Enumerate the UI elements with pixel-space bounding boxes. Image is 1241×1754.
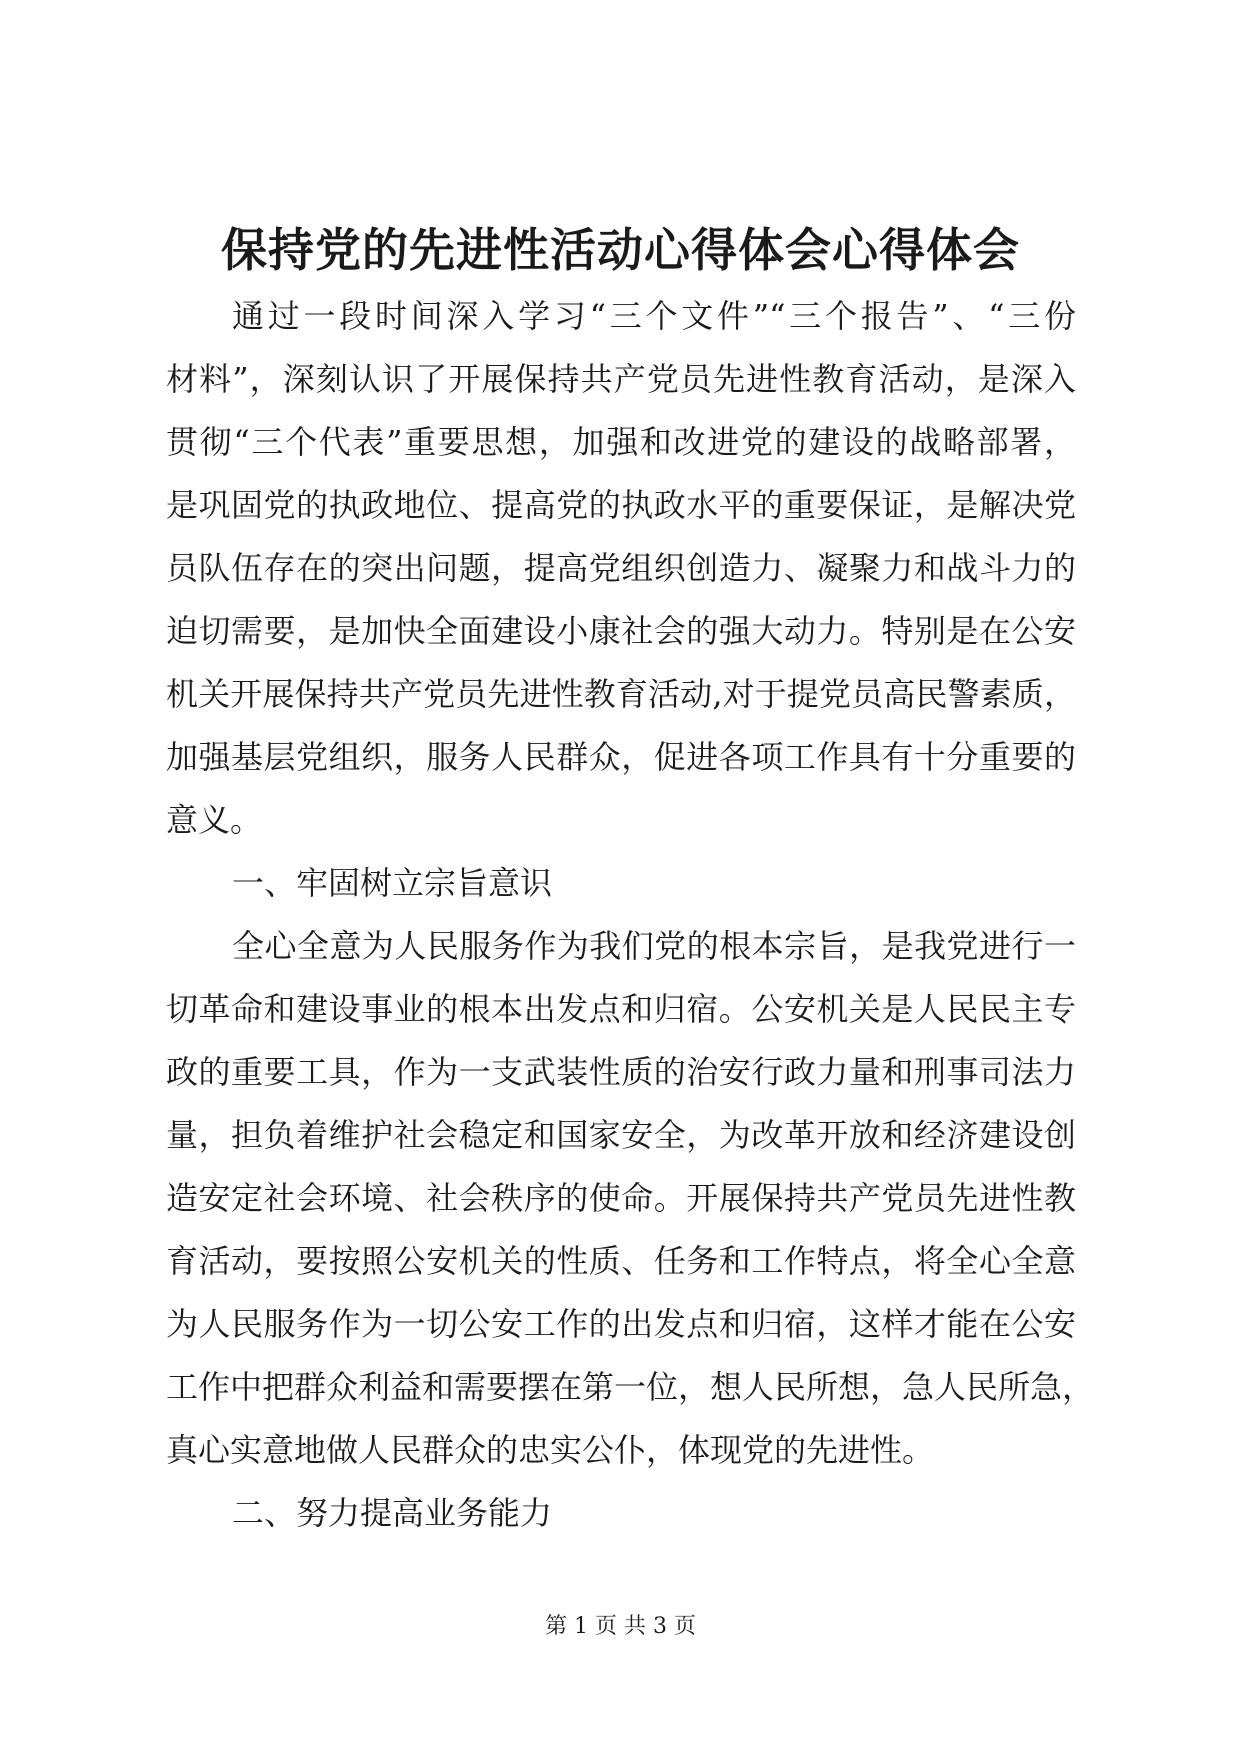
body-line: 意义。	[166, 801, 263, 839]
document-body	[166, 285, 1095, 1545]
body-line: 机关开展保持共产党员先进性教育活动,对于提党员高民警素质，	[166, 675, 1076, 713]
body-line: 贯彻“三个代表”重要思想，加强和改进党的建设的战略部署，	[166, 423, 1076, 461]
body-line: 为人民服务作为一切公安工作的出发点和归宿，这样才能在公安	[166, 1305, 1076, 1343]
body-line: 全心全意为人民服务作为我们党的根本宗旨，是我党进行一	[232, 927, 1076, 965]
body-line: 造安定社会环境、社会秩序的使命。开展保持共产党员先进性教	[166, 1179, 1076, 1217]
section-heading: 二、努力提高业务能力	[232, 1494, 553, 1532]
body-line: 育活动，要按照公安机关的性质、任务和工作特点，将全心全意	[166, 1242, 1076, 1280]
document-title: 保持党的先进性活动心得体会心得体会	[221, 223, 1020, 277]
body-line: 是巩固党的执政地位、提高党的执政水平的重要保证，是解决党	[166, 486, 1076, 524]
page-number-footer: 第 1 页 共 3 页	[545, 1614, 696, 1639]
body-line: 通过一段时间深入学习“三个文件”“三个报告”、“三份	[232, 297, 1076, 335]
body-line: 材料”，深刻认识了开展保持共产党员先进性教育活动，是深入	[166, 360, 1076, 398]
body-line: 政的重要工具，作为一支武装性质的治安行政力量和刑事司法力	[166, 1053, 1076, 1091]
body-line: 加强基层党组织，服务人民群众，促进各项工作具有十分重要的	[166, 738, 1076, 776]
body-line: 真心实意地做人民群众的忠实公仆，体现党的先进性。	[166, 1431, 935, 1469]
body-line: 迫切需要，是加快全面建设小康社会的强大动力。特别是在公安	[166, 612, 1076, 650]
body-line: 员队伍存在的突出问题，提高党组织创造力、凝聚力和战斗力的	[166, 549, 1076, 587]
body-line: 量，担负着维护社会稳定和国家安全，为改革开放和经济建设创	[166, 1116, 1076, 1154]
section-heading: 一、牢固树立宗旨意识	[232, 864, 553, 902]
body-line: 切革命和建设事业的根本出发点和归宿。公安机关是人民民主专	[166, 990, 1076, 1028]
body-line: 工作中把群众利益和需要摆在第一位，想人民所想，急人民所急，	[166, 1368, 1095, 1406]
